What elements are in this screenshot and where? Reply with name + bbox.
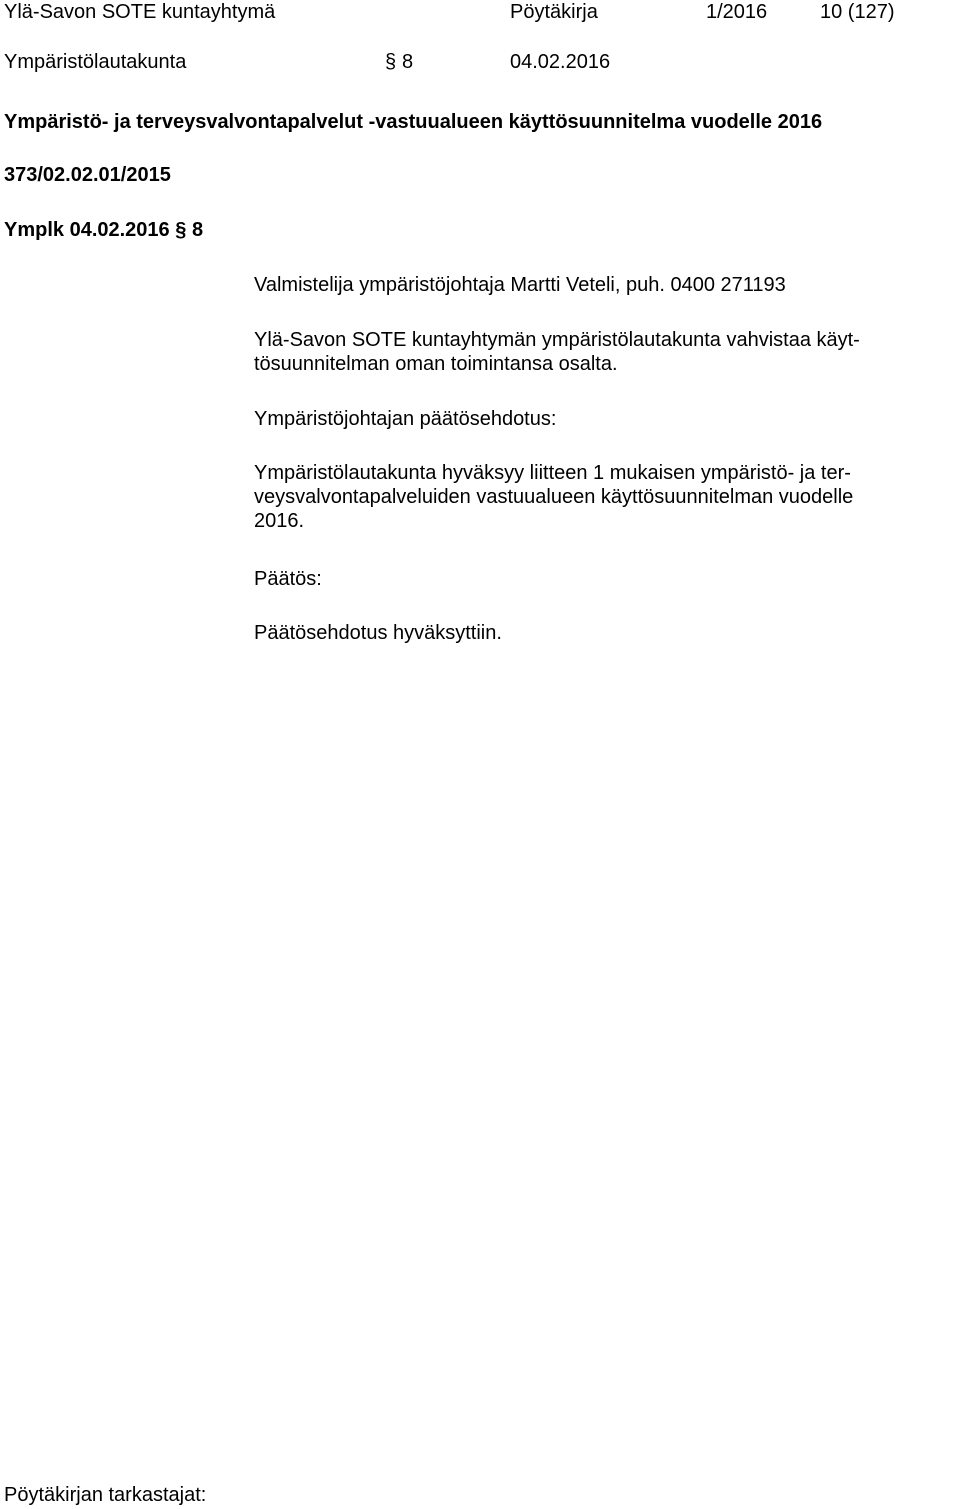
organization-name: Ylä-Savon SOTE kuntayhtymä <box>4 1 276 23</box>
document-number: 1/2016 <box>706 1 768 23</box>
committee-name: Ympäristölautakunta <box>4 51 187 73</box>
meeting-section-number: 8 <box>191 219 204 241</box>
reviewers-label: Pöytäkirjan tarkastajat: <box>4 1484 207 1506</box>
section-symbol: § <box>385 51 397 73</box>
document-type: Pöytäkirja <box>510 1 598 23</box>
item-reference: 373/02.02.01/2015 <box>4 164 171 186</box>
proposal-label: Ympäristöjohtajan päätösehdotus: <box>254 408 557 430</box>
meeting-date: 04.02.2016 <box>510 51 611 73</box>
preparer-line: Valmistelija ympäristöjohtaja Martti Veteli, puh. 0400 271193 <box>254 274 786 296</box>
proposal-paragraph <box>254 461 954 533</box>
intro-paragraph <box>254 328 954 376</box>
proposal-line: Ympäristölautakunta hyväksyy liitteen 1 mukaisen ympäristö- ja ter- <box>254 462 851 484</box>
decision-label: Päätös: <box>254 568 322 590</box>
page-number: 10 (127) <box>820 1 895 23</box>
intro-line: Ylä-Savon SOTE kuntayhtymän ympäristölautakunta vahvistaa käyt- <box>254 329 860 351</box>
intro-line: tösuunnitelman oman toimintansa osalta. <box>254 353 618 375</box>
decision-text: Päätösehdotus hyväksyttiin. <box>254 622 502 644</box>
meeting-reference-date: Ymplk 04.02.2016 <box>4 219 170 241</box>
meeting-section-symbol: § <box>175 219 187 241</box>
section-number: 8 <box>402 51 414 73</box>
proposal-line: veysvalvontapalveluiden vastuualueen käyttösuunnitelman vuodelle <box>254 486 854 508</box>
proposal-line: 2016. <box>254 510 305 532</box>
item-title: Ympäristö- ja terveysvalvontapalvelut -vastuualueen käyttösuunnitelma vuodelle 2016 <box>4 111 823 133</box>
meeting-reference <box>4 218 203 242</box>
